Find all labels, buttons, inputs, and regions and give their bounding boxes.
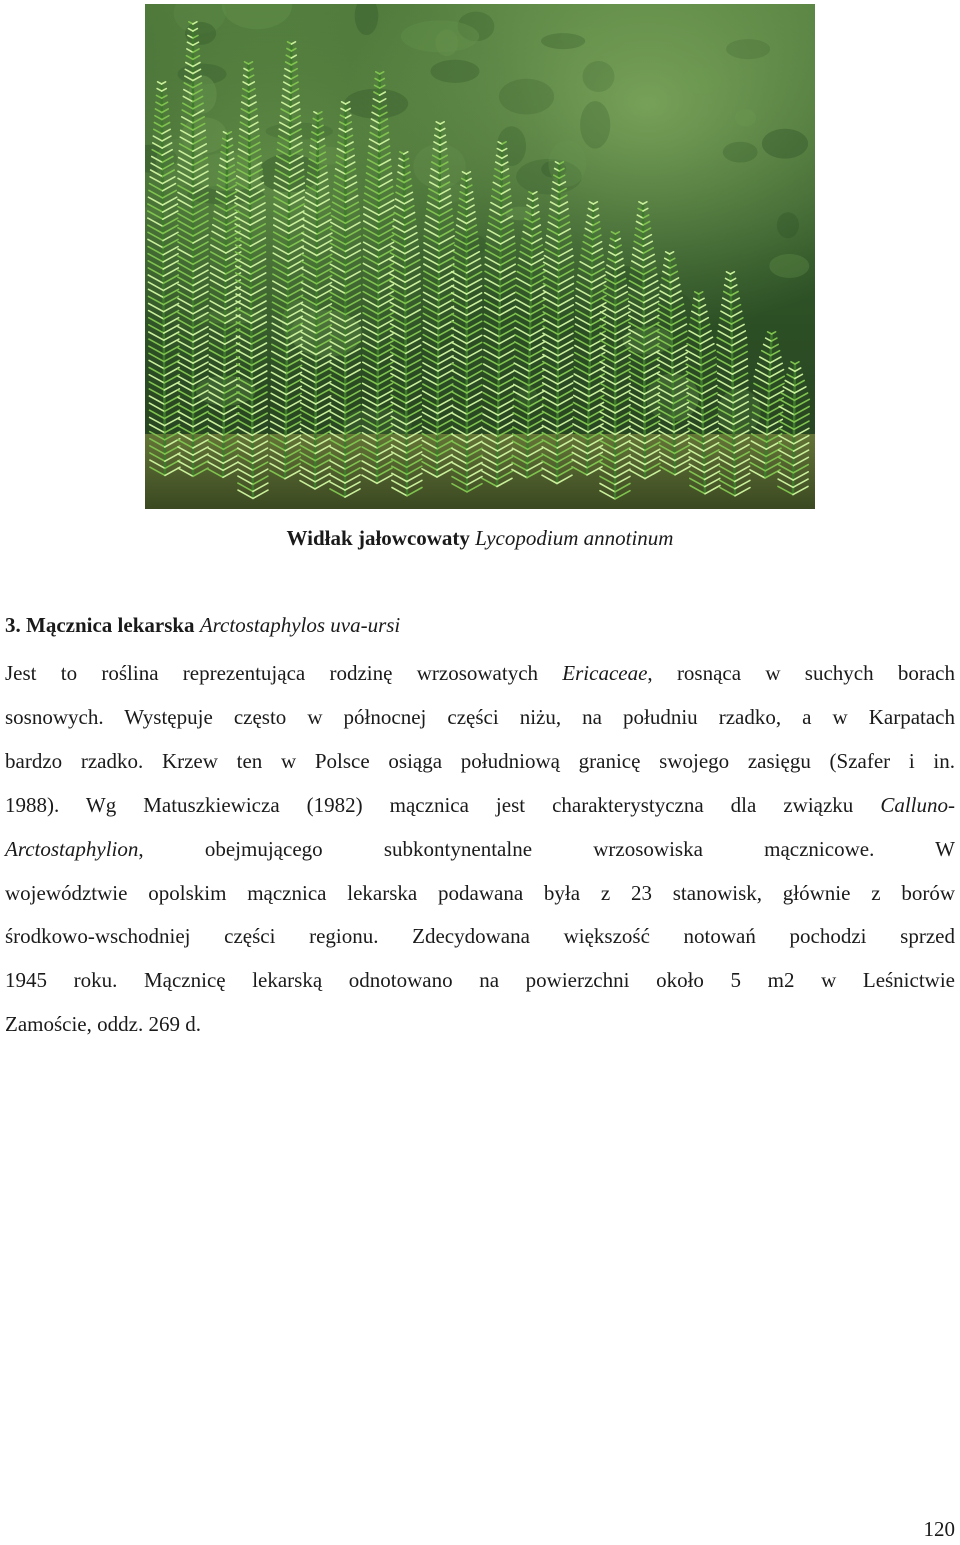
paragraph-line — [5, 828, 955, 872]
paragraph-line: Zamoście, oddz. 269 d. — [5, 1012, 201, 1037]
section-title: 3. Mącznica lekarska — [5, 613, 195, 637]
page-number: 120 — [923, 1517, 955, 1541]
text-run-italic: Ericaceae — [562, 661, 648, 685]
caption-latin-name: Lycopodium annotinum — [475, 526, 674, 550]
text-run: , obejmującego subkontynentalne wrzosowiska mącznicowe. W — [138, 836, 955, 861]
paragraph-line: środkowo-wschodniej części regionu. Zdecydowana większość notowań pochodzi sprzed — [5, 924, 955, 949]
text-run-italic: Arctostaphylion — [5, 836, 139, 861]
text-run: 1988). Wg Matuszkiewicza (1982) mącznica jest charakterystyczna dla związku — [5, 792, 881, 817]
paragraph-line: bardzo rzadko. Krzew ten w Polsce osiąga południową granicę swojego zasięgu (Szafer i in. — [5, 748, 955, 773]
plant-photo — [145, 4, 815, 509]
section-paragraph — [5, 652, 955, 1047]
section-latin-name: Arctostaphylos uva-ursi — [199, 613, 401, 637]
caption-common-name: Widłak jałowcowaty — [286, 526, 470, 550]
paragraph-line: 1945 roku. Mącznicę lekarską odnotowano na powierzchni około 5 m2 w Leśnictwie — [5, 968, 955, 993]
clubmoss-illustration — [145, 4, 815, 509]
figure-caption — [0, 522, 960, 554]
paragraph-line — [5, 652, 955, 696]
text-run-italic: Calluno- — [880, 792, 955, 817]
paragraph-line — [5, 784, 955, 828]
paragraph-line: województwie opolskim mącznica lekarska podawana była z 23 stanowisk, głównie z borów — [5, 880, 955, 905]
text-run: Jest to roślina reprezentująca rodzinę wrzosowatych — [5, 661, 563, 685]
paragraph-line: sosnowych. Występuje często w północnej części niżu, na południu rzadko, a w Karpatach — [5, 704, 955, 729]
text-run: , rosnąca w suchych borach — [647, 661, 956, 685]
section-heading — [5, 609, 400, 641]
